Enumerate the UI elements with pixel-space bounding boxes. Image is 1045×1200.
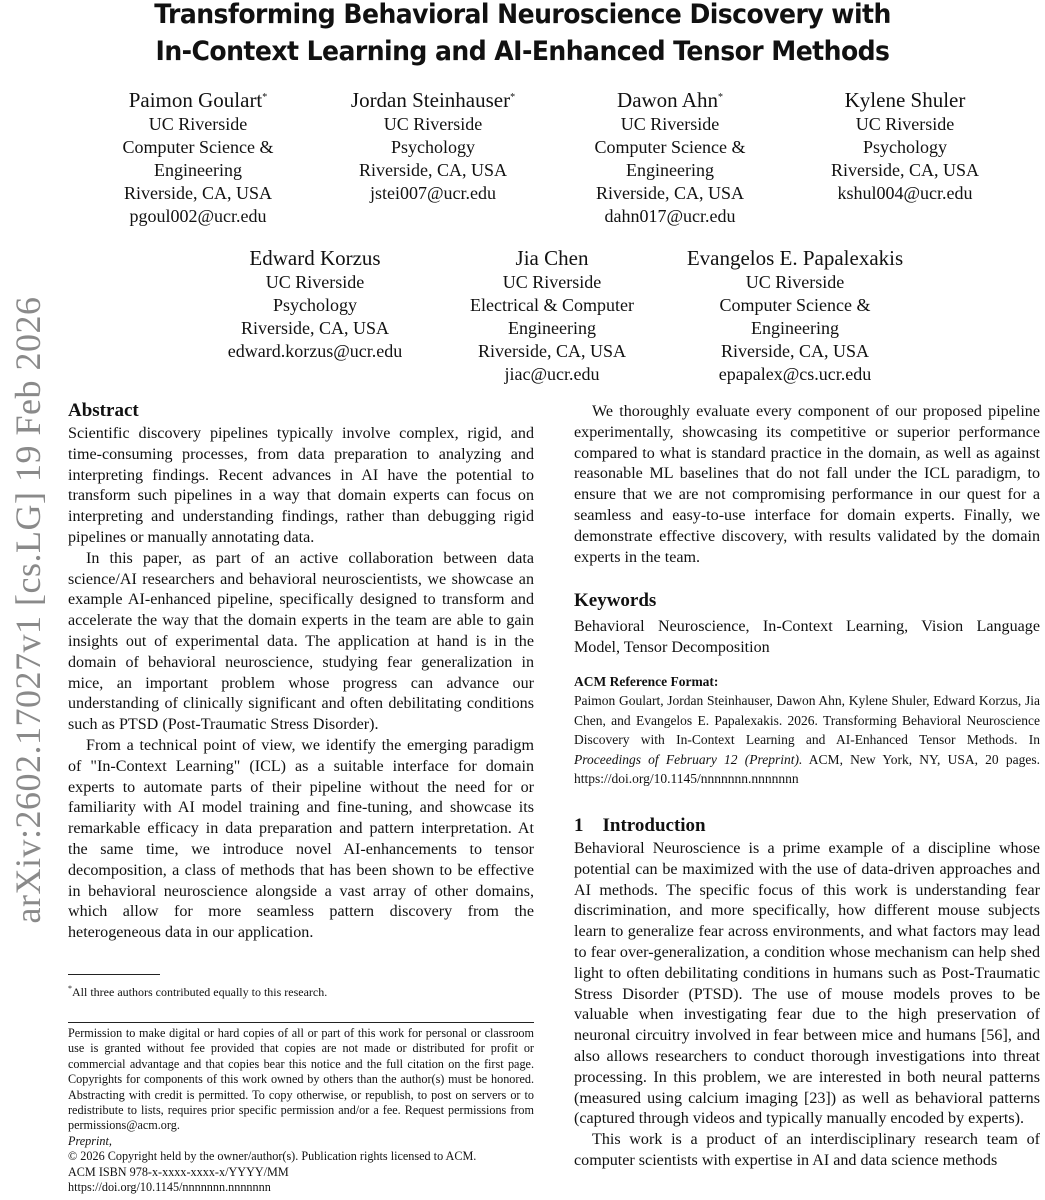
permission-notice [68,1026,534,1195]
author-department: Psychology [862,137,947,157]
author-block [98,87,298,228]
author-department: Engineering [508,318,596,338]
author-department: Engineering [751,318,839,338]
author-email[interactable]: kshul004@ucr.edu [837,183,973,203]
introduction-paragraph: Behavioral Neuroscience is a prime example of a discipline whose potential can be maximized with the use of data-driven approaches and AI methods. The specific focus of this work is understanding fear discrimination, and more specifically, how different mouse subjects learn to generalize fear across environments, and what factors may lead to fear over-generalization, a condition whose mechanism can help shed light to often debilitating conditions in humans such as Post-Traumatic Stress Disorder (PTSD). The use of mouse models proves to be valuable when investigating fear due to the high preservation of neuronal circuitry involved in fear between mice and humans [56], and also allows researchers to conduct thorough investigations into threat processing. In this problem, we are interested in both neural patterns (measured using calcium imaging [23]) as well as behavioral patterns (captured through videos and typically manually encoded by experts). [574,840,1040,1128]
paper-title [37,0,1009,70]
author-affiliation: UC Riverside [148,114,248,134]
author-email[interactable]: epapalex@cs.ucr.edu [718,364,872,384]
author-location: Riverside, CA, USA [124,183,272,203]
abstract-heading: Abstract [68,400,139,421]
author-department: Psychology [272,295,357,315]
introduction-heading: 1 Introduction [574,815,706,836]
author-email[interactable]: dahn017@ucr.edu [604,206,736,226]
arxiv-side-stamp: arXiv:2602.17027v1 [cs.LG] 19 Feb 2026 [8,296,48,924]
author-email[interactable]: edward.korzus@ucr.edu [227,341,403,361]
keywords-section [574,588,1040,659]
abstract-paragraph: Scientific discovery pipelines typically involve complex, rigid, and time-consuming processes, from data preparation to analyzing and interpreting findings. Recent advances in AI have the potential to transform such pipelines in a way that domain experts can focus on interpreting and understanding findings, rather than debugging rigid pipelines or manually annotating data. [68,425,534,546]
permission-venue: Preprint, [68,1133,112,1148]
introduction-paragraph: This work is a product of an interdisciplinary research team of computer scientists with expertise in AI and data science methods [574,1131,1040,1169]
abstract-continued [574,402,1040,568]
author-name: Jia Chen [515,246,589,270]
author-affiliation: UC Riverside [265,272,365,292]
author-block [333,87,533,205]
author-department: Computer Science & [122,137,274,157]
author-department: Engineering [626,160,714,180]
doi-link[interactable]: https://doi.org/10.1145/nnnnnnn.nnnnnnn [68,1180,271,1195]
author-name: Paimon Goulart* [128,88,268,112]
introduction-section [574,813,1040,1172]
author-block [680,245,910,386]
author-location: Riverside, CA, USA [596,183,744,203]
title-line-2: In-Context Learning and AI-Enhanced Tensor Methods [155,36,890,67]
author-name: Edward Korzus [249,246,381,270]
author-department: Psychology [390,137,475,157]
author-block [452,245,652,386]
title-line-1: Transforming Behavioral Neuroscience Discovery with [154,0,891,30]
author-block [215,245,415,363]
author-name: Dawon Ahn* [617,88,723,112]
author-block [570,87,770,228]
acm-reference-label: ACM Reference Format: [574,674,719,689]
footnote-divider [68,974,160,975]
footnote: *All three authors contributed equally to this research. [68,984,328,999]
permission-text: Permission to make digital or hard copies of all or part of this work for personal or classroom use is granted without fee provided that copies are not made or distributed for profit or commercial advantage and that copies bear this notice and the full citation on the first page. Copyrights for components of this work owned by others than the author(s) must be honored. Abstracting with credit is permitted. To copy otherwise, or republish, to post on servers or to redistribute to lists, requires prior specific permission and/or a fee. Request permissions from permissions@acm.org. [68,1026,534,1133]
author-location: Riverside, CA, USA [831,160,979,180]
author-email[interactable]: pgoul002@ucr.edu [129,206,267,226]
author-block [805,87,1005,205]
abstract-paragraph: In this paper, as part of an active collaboration between data science/AI researchers and behavioral neuroscientists, we showcase an example AI-enhanced pipeline, specifically designed to transform and accelerate the way that the domain experts in the team are able to gain insights out of experimental data. The application at hand is in the domain of behavioral neuroscience, studying fear generalization in mice, an important problem whose progress can advance our understanding of clinically significant and often debilitating conditions such as PTSD (Post-Traumatic Stress Disorder). [68,549,534,734]
permission-divider [68,1022,534,1023]
abstract-section [68,398,534,944]
author-location: Riverside, CA, USA [241,318,389,338]
author-affiliation: UC Riverside [745,272,845,292]
author-department: Computer Science & [594,137,746,157]
author-location: Riverside, CA, USA [478,341,626,361]
acm-reference-section [574,672,1040,789]
author-affiliation: UC Riverside [620,114,720,134]
author-department: Engineering [154,160,242,180]
author-affiliation: UC Riverside [502,272,602,292]
author-name: Evangelos E. Papalexakis [686,246,904,270]
author-affiliation: UC Riverside [383,114,483,134]
author-department: Electrical & Computer [470,295,634,315]
author-location: Riverside, CA, USA [359,160,507,180]
author-name: Jordan Steinhauser* [350,88,516,112]
abstract-paragraph: We thoroughly evaluate every component of our proposed pipeline experimentally, showcasing its competitive or superior performance compared to what is standard practice in the domain, as well as against reasonable ML baselines that do not fall under the ICL paradigm, to ensure that we are not compromising performance in our quest for a seamless and easy-to-use interface for domain experts. Finally, we demonstrate effective discovery, with results validated by the domain experts in the team. [574,403,1040,566]
author-department: Computer Science & [719,295,871,315]
author-name: Kylene Shuler [844,88,966,112]
author-email[interactable]: jiac@ucr.edu [504,364,600,384]
acm-reference-text: Paimon Goulart, Jordan Steinhauser, Dawon Ahn, Kylene Shuler, Edward Korzus, Jia Chen, and Evangelos E. Papalexakis. 2026. Transforming Behavioral Neuroscience Discovery with In-Context Learning and AI-Enhanced Tensor Methods. In Proceedings of February 12 (Preprint). ACM, New York, NY, USA, 20 pages. https://doi.org/10.1145/nnnnnnn.nnnnnnn [574,693,1040,787]
keywords-heading: Keywords [574,590,657,611]
author-affiliation: UC Riverside [855,114,955,134]
abstract-paragraph: From a technical point of view, we identify the emerging paradigm of "In-Context Learning" (ICL) as a suitable interface for domain experts to automate parts of their pipeline without the need for or familiarity with AI model training and fine-tuning, and showcase its remarkable efficacy in data preparation and pattern interpretation. At the same time, we introduce novel AI-enhancements to tensor decomposition, a class of methods that has been shown to be effective in behavioral neuroscience alongside a vast array of other domains, which allow for more seamless pattern discovery from the heterogeneous data in our application. [68,736,534,942]
author-email[interactable]: jstei007@ucr.edu [369,183,497,203]
isbn-line: ACM ISBN 978-x-xxxx-xxxx-x/YYYY/MM [68,1164,289,1179]
author-location: Riverside, CA, USA [721,341,869,361]
copyright-line: © 2026 Copyright held by the owner/author(s). Publication rights licensed to ACM. [68,1149,477,1164]
keywords-text: Behavioral Neuroscience, In-Context Learning, Vision Language Model, Tensor Decomposition [574,618,1040,656]
